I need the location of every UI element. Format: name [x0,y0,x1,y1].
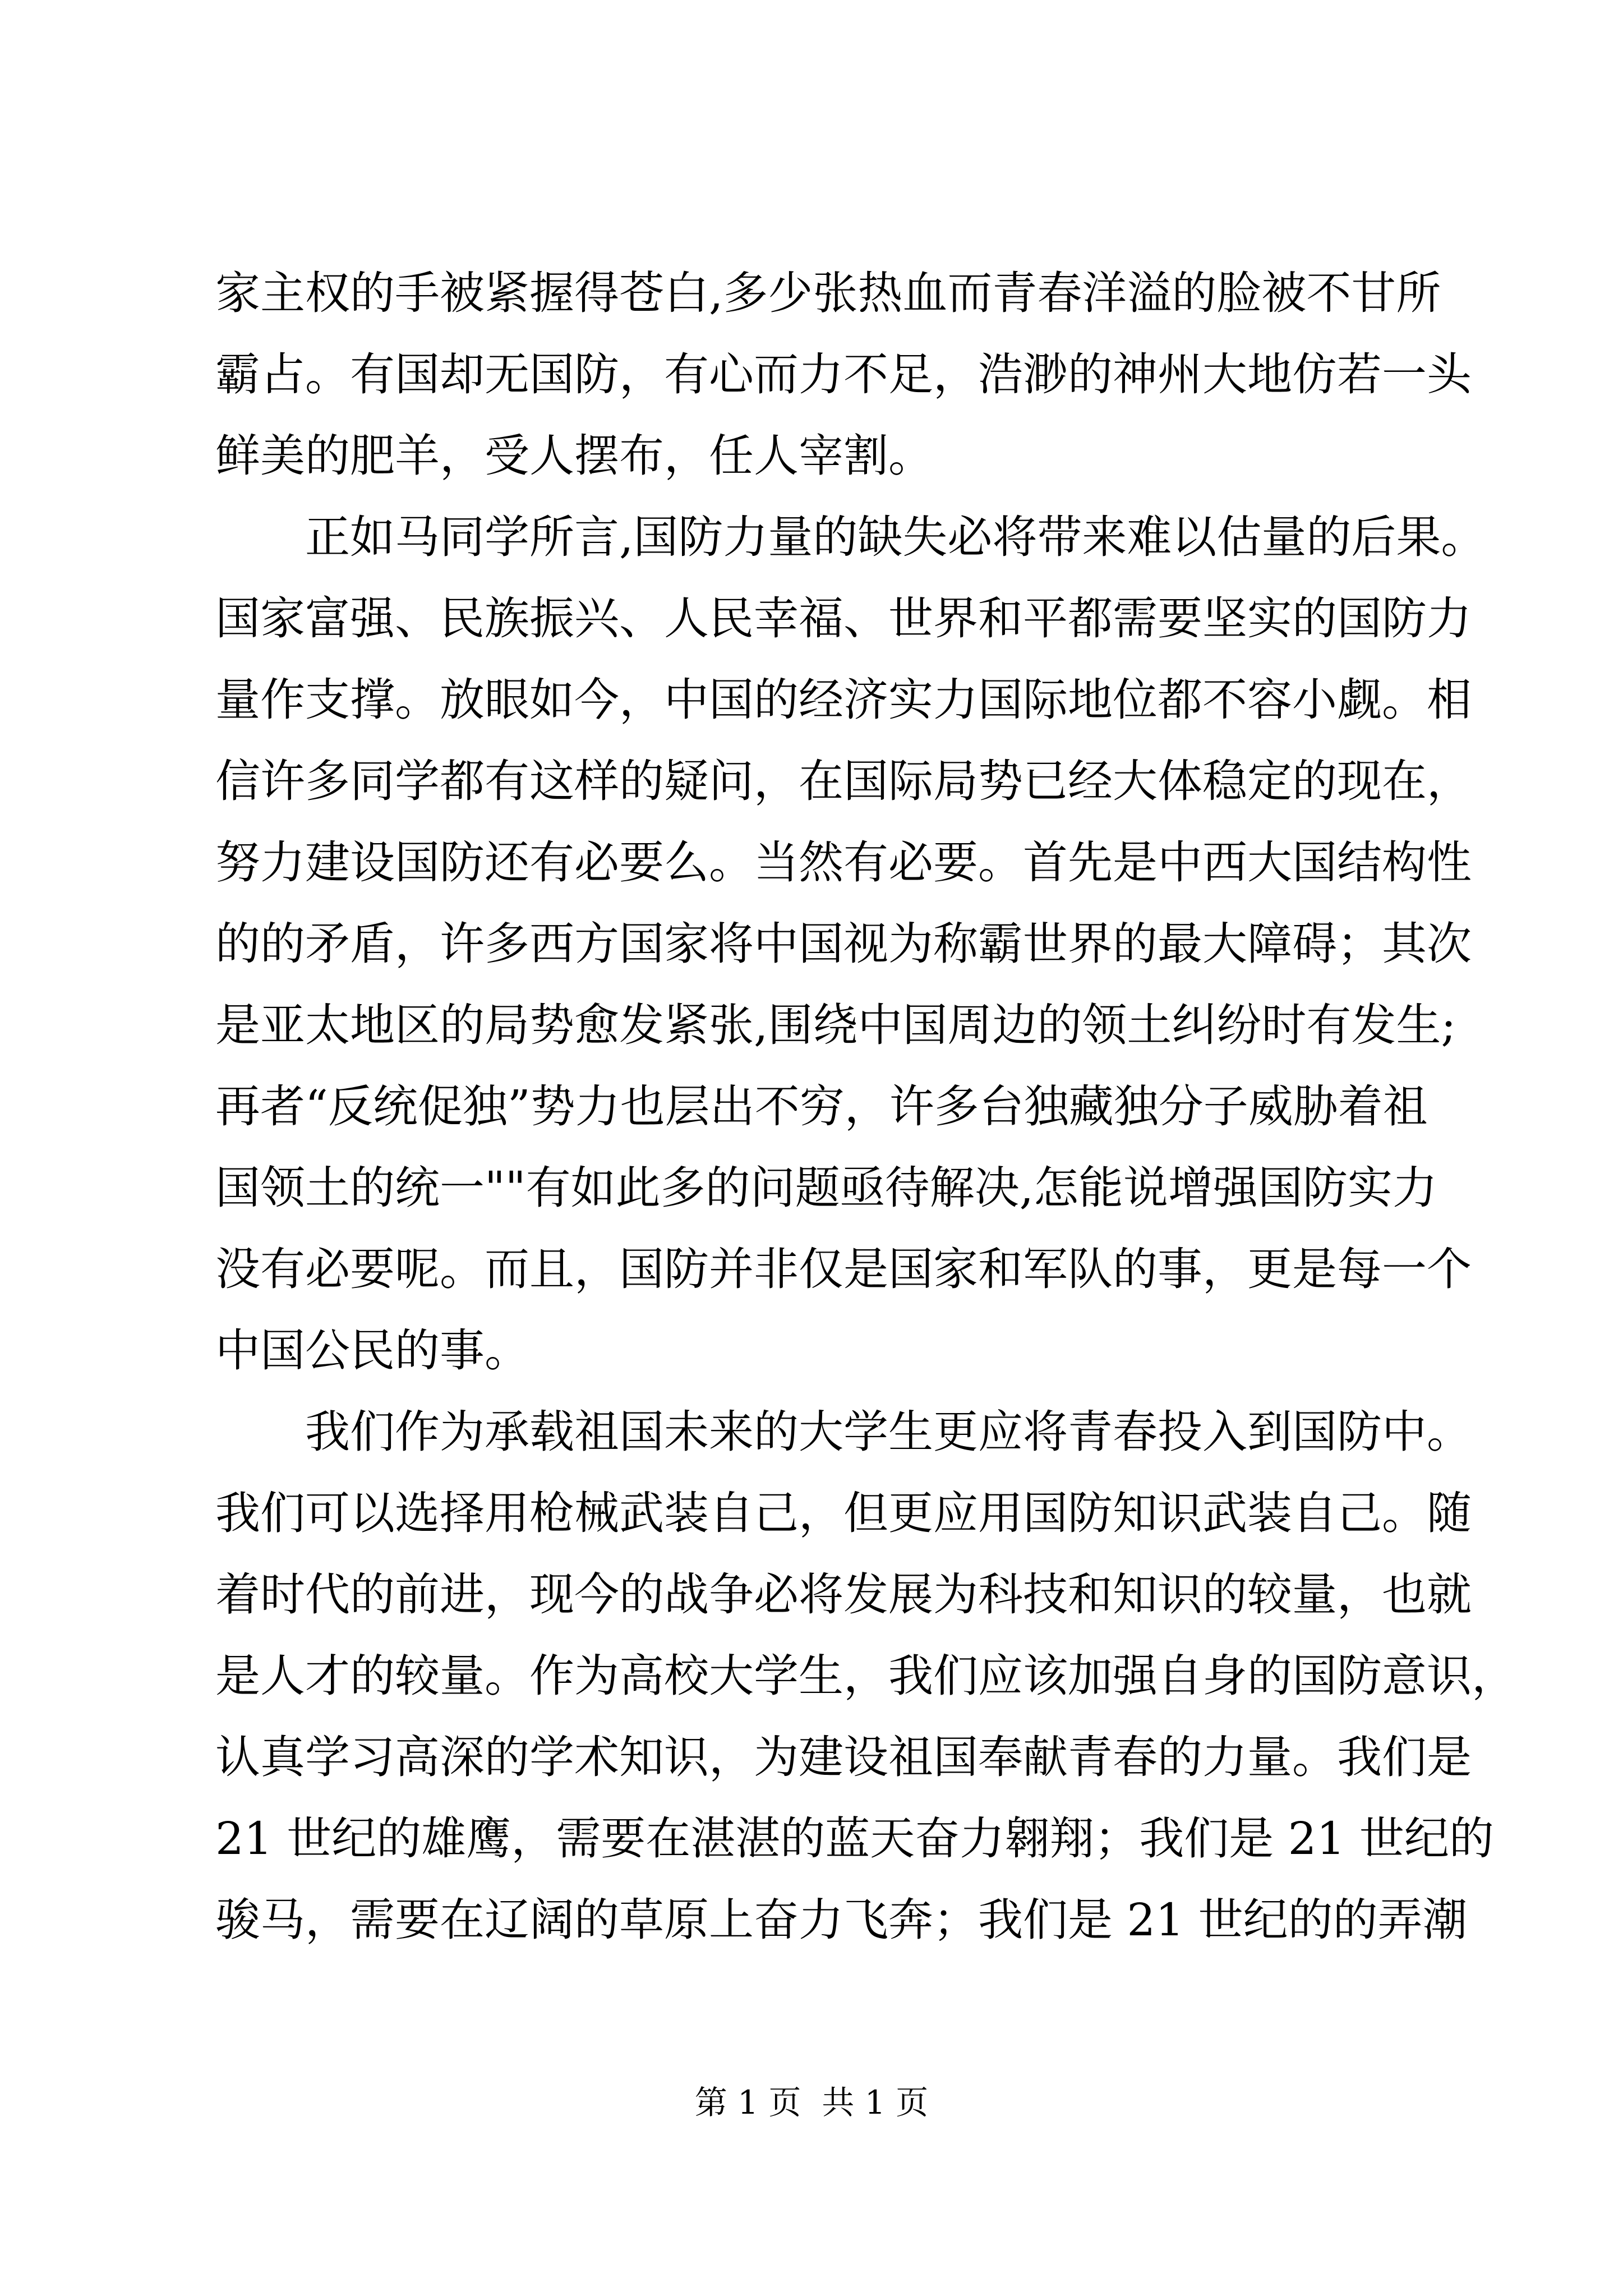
text-line: 量作支撑。放眼如今，中国的经济实力国际地位都不容小觑。相 [215,674,1472,726]
text-line: 信许多同学都有这样的疑问，在国际局势已经大体稳定的现在， [215,755,1472,807]
document-body [215,252,1516,1961]
text-line: 21 世纪的雄鹰，需要在湛湛的蓝天奋力翱翔；我们是 21 世纪的 [215,1812,1494,1865]
text-line: 家主权的手被紧握得苍白,多少张热血而青春洋溢的脸被不甘所 [215,267,1441,319]
paragraph-first-line: 我们作为承载祖国未来的大学生更应将青春投入到国防中。 [305,1406,1472,1458]
text-line: 的的矛盾，许多西方国家将中国视为称霸世界的最大障碍；其次 [215,918,1472,970]
text-line: 再者“反统促独”势力也层出不穷，许多台独藏独分子威胁着祖 [215,1080,1428,1133]
text-line: 我们可以选择用枪械武装自己，但更应用国防知识武装自己。随 [215,1487,1472,1539]
text-line: 鲜美的肥羊，受人摆布，任人宰割。 [215,430,933,482]
text-line: 着时代的前进，现今的战争必将发展为科技和知识的较量，也就 [215,1568,1472,1621]
text-line: 是人才的较量。作为高校大学生，我们应该加强自身的国防意识， [215,1650,1516,1702]
text-line: 努力建设国防还有必要么。当然有必要。首先是中西大国结构性 [215,836,1472,889]
text-line: 认真学习高深的学术知识，为建设祖国奉献青春的力量。我们是 [215,1731,1472,1783]
text-line: 国领土的统一""有如此多的问题亟待解决,怎能说增强国防实力 [215,1162,1438,1214]
text-line: 没有必要呢。而且，国防并非仅是国家和军队的事，更是每一个 [215,1243,1472,1295]
text-line: 骏马，需要在辽阔的草原上奋力飞奔；我们是 21 世纪的的弄潮 [215,1894,1468,1946]
page-footer: 第 1 页 共 1 页 [694,2083,929,2122]
text-line: 是亚太地区的局势愈发紧张,围绕中国周边的领土纠纷时有发生; [215,999,1456,1051]
paragraph-first-line: 正如马同学所言,国防力量的缺失必将带来难以估量的后果。 [305,511,1486,563]
text-line: 国家富强、民族振兴、人民幸福、世界和平都需要坚实的国防力 [215,592,1472,645]
text-line: 中国公民的事。 [215,1324,529,1377]
text-line: 霸占。有国却无国防，有心而力不足，浩渺的神州大地仿若一头 [215,348,1472,401]
